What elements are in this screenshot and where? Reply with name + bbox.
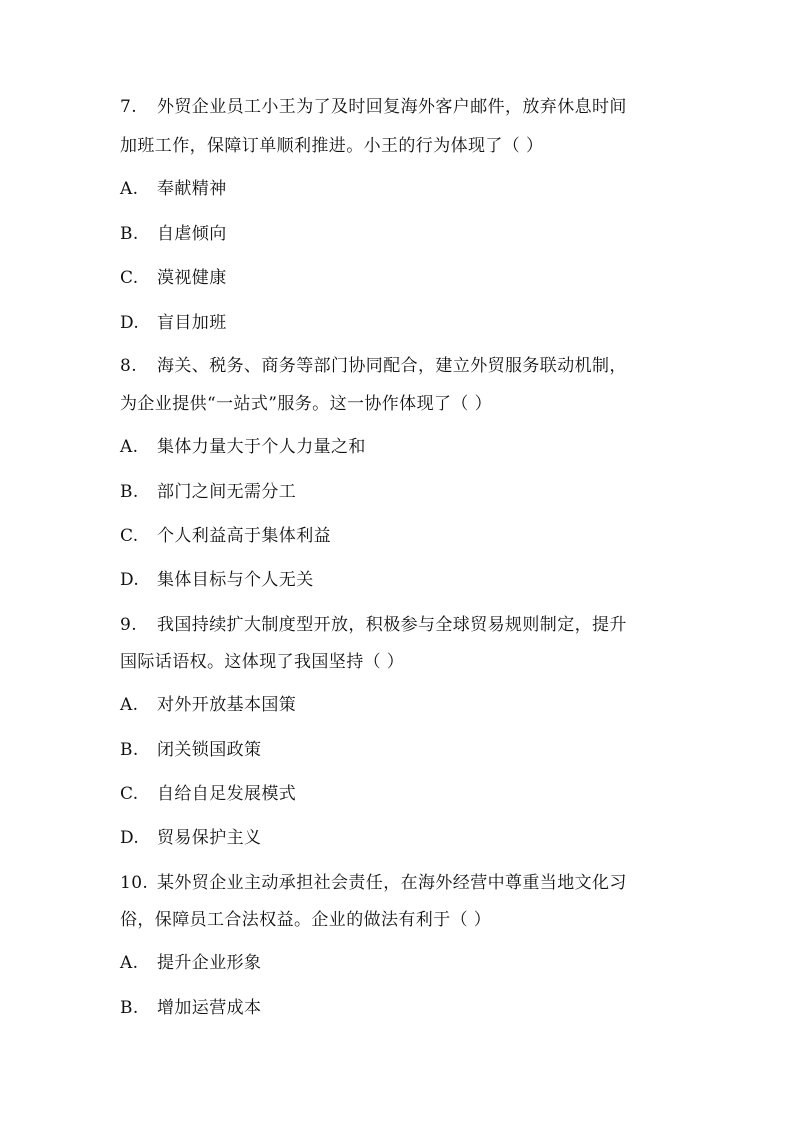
option-letter: D. <box>120 828 140 848</box>
option-text: 提升企业形象 <box>157 953 262 973</box>
question-stem: 外贸企业员工小王为了及时回复海外客户邮件，放弃休息时间 <box>157 97 627 117</box>
question-7-option-b <box>120 223 227 245</box>
option-text: 自虐倾向 <box>157 224 227 244</box>
option-text: 奉献精神 <box>157 179 227 199</box>
option-letter: B. <box>120 482 139 502</box>
question-7-option-a <box>120 178 227 200</box>
question-stem: 我国持续扩大制度型开放，积极参与全球贸易规则制定，提升 <box>157 615 627 635</box>
option-letter: D. <box>120 570 140 590</box>
option-letter: B. <box>120 998 139 1018</box>
option-letter: A. <box>120 953 139 973</box>
question-stem: 国际话语权。这体现了我国坚持（ ） <box>120 652 405 672</box>
question-number: 10. <box>120 873 149 893</box>
question-number: 7. <box>120 97 138 117</box>
option-letter: B. <box>120 740 139 760</box>
question-stem: 海关、税务、商务等部门协同配合，建立外贸服务联动机制， <box>157 356 627 376</box>
question-stem: 俗，保障员工合法权益。企业的做法有利于（ ） <box>120 910 492 930</box>
question-9-stem-line2 <box>120 651 404 673</box>
question-stem: 为企业提供“一站式”服务。这一协作体现了（ ） <box>120 394 492 414</box>
question-10-option-b <box>120 997 261 1019</box>
question-10-stem-line2 <box>120 909 491 931</box>
option-text: 漠视健康 <box>157 268 227 288</box>
question-8-stem-line1 <box>120 355 627 377</box>
option-text: 闭关锁国政策 <box>157 740 262 760</box>
question-9-option-c <box>120 783 296 805</box>
option-letter: B. <box>120 224 139 244</box>
question-8-option-c <box>120 525 331 547</box>
option-letter: A. <box>120 437 139 457</box>
question-number: 9. <box>120 615 138 635</box>
question-10-stem-line1 <box>120 872 627 894</box>
question-9-option-a <box>120 694 296 716</box>
option-text: 部门之间无需分工 <box>157 482 297 502</box>
question-9-stem-line1 <box>120 614 627 636</box>
question-7-option-c <box>120 267 227 289</box>
question-8-option-d <box>120 569 314 591</box>
option-text: 盲目加班 <box>157 313 227 333</box>
option-letter: A. <box>120 179 139 199</box>
option-letter: D. <box>120 313 140 333</box>
question-8-option-b <box>120 481 296 503</box>
question-number: 8. <box>120 356 138 376</box>
question-stem: 某外贸企业主动承担社会责任，在海外经营中尊重当地文化习 <box>157 873 627 893</box>
option-text: 贸易保护主义 <box>157 828 262 848</box>
option-text: 集体目标与个人无关 <box>157 570 314 590</box>
option-text: 个人利益高于集体利益 <box>157 526 331 546</box>
question-stem: 加班工作，保障订单顺利推进。小王的行为体现了（ ） <box>120 136 544 156</box>
question-9-option-b <box>120 739 261 761</box>
option-text: 增加运营成本 <box>157 998 262 1018</box>
option-letter: C. <box>120 268 139 288</box>
question-8-stem-line2 <box>120 393 492 415</box>
option-letter: A. <box>120 695 139 715</box>
question-7-option-d <box>120 312 227 334</box>
question-8-option-a <box>120 436 366 458</box>
option-letter: C. <box>120 526 139 546</box>
question-7-stem-line1 <box>120 96 627 118</box>
option-text: 自给自足发展模式 <box>157 784 297 804</box>
option-letter: C. <box>120 784 139 804</box>
option-text: 对外开放基本国策 <box>157 695 297 715</box>
question-10-option-a <box>120 952 261 974</box>
option-text: 集体力量大于个人力量之和 <box>157 437 366 457</box>
question-7-stem-line2 <box>120 135 543 157</box>
question-9-option-d <box>120 827 261 849</box>
